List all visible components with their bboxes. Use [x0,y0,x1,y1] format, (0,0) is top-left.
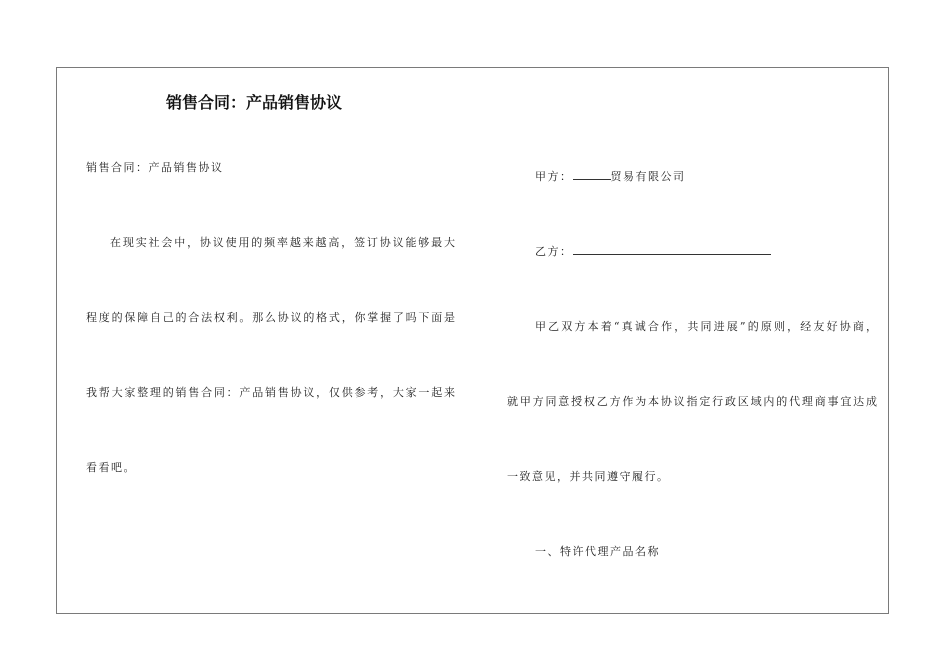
intro-line-3: 我帮大家整理的销售合同：产品销售协议，仅供参考，大家一起来 [86,386,455,399]
agreement-line-3: 一致意见，并共同遵守履行。 [507,470,670,483]
intro-line-4: 看看吧。 [86,461,136,474]
party-b-name-blank[interactable] [573,243,771,255]
intro-line-2: 程度的保障自己的合法权利。那么协议的格式，你掌握了吗下面是 [86,311,455,324]
party-b-line [535,243,771,259]
agreement-line-1: 甲乙双方本着“真诚合作，共同进展”的原则，经友好协商， [535,320,877,333]
section-heading: 一、特许代理产品名称 [535,545,660,558]
party-a-suffix: 贸易有限公司 [610,170,686,183]
party-b-label: 乙方： [535,245,573,258]
document-title: 销售合同：产品销售协议 [166,93,343,112]
intro-line-1: 在现实社会中，协议使用的频率越来越高，签订协议能够最大 [110,236,455,249]
agreement-line-2: 就甲方同意授权乙方作为本协议指定行政区域内的代理商事宜达成 [507,395,877,408]
party-a-label: 甲方： [535,170,573,183]
party-a-line [535,168,686,184]
document-page [56,67,889,614]
document-subtitle: 销售合同：产品销售协议 [86,161,224,174]
party-a-name-blank[interactable] [573,168,611,180]
